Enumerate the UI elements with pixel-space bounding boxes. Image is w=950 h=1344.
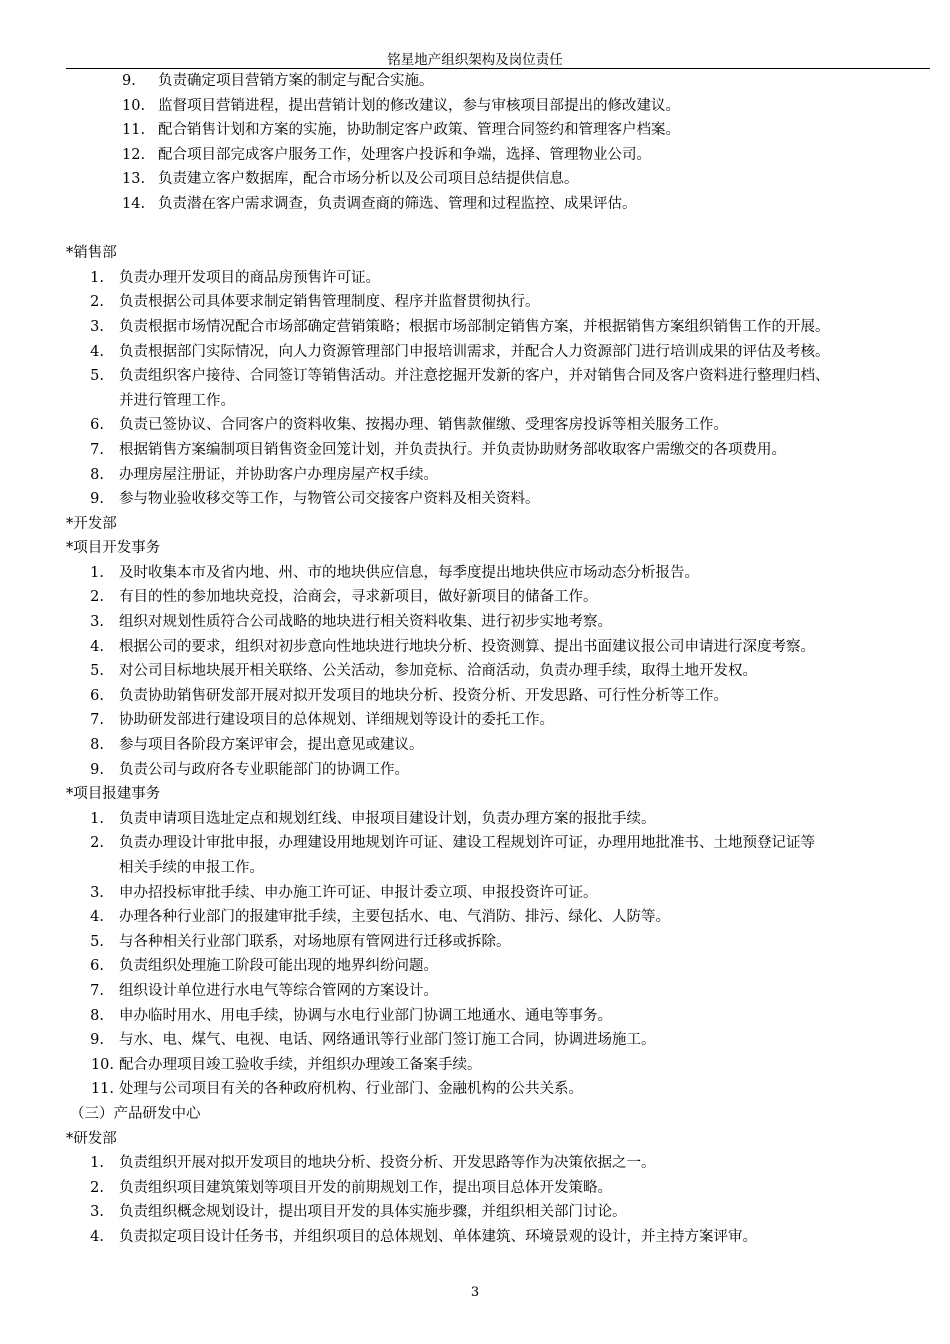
item-text: 负责组织开展对拟开发项目的地块分析、投资分析、开发思路等作为决策依据之一。	[119, 1155, 656, 1172]
project-dev-heading: *项目开发事务	[66, 540, 161, 557]
list-item	[0, 930, 950, 955]
list-item	[0, 290, 950, 315]
list-item	[0, 143, 950, 168]
item-number: 10.	[122, 97, 146, 114]
item-text: 组织设计单位进行水电气等综合管网的方案设计。	[119, 982, 438, 999]
item-number: 12.	[122, 146, 146, 163]
list-item	[0, 118, 950, 143]
item-text: 负责组织客户接待、合同签订等销售活动。并注意挖掘开发新的客户，并对销售合同及客户资料进行整理归档、	[119, 368, 830, 385]
item-text: 办理各种行业部门的报建审批手续，主要包括水、电、气消防、排污、绿化、人防等。	[119, 909, 670, 926]
list-item-continuation	[0, 389, 950, 414]
item-text: 配合销售计划和方案的实施，协助制定客户政策、管理合同签约和管理客户档案。	[158, 122, 680, 139]
item-text: 负责公司与政府各专业职能部门的协调工作。	[119, 761, 409, 778]
item-text: 负责根据部门实际情况，向人力资源管理部门申报培训需求，并配合人力资源部门进行培训成果的评估及考核。	[119, 343, 830, 360]
list-item	[0, 69, 950, 94]
product-center-heading: （三）产品研发中心	[70, 1105, 201, 1122]
item-number: 3.	[90, 318, 104, 335]
item-number: 10.	[90, 1056, 114, 1073]
item-number: 1.	[90, 810, 104, 827]
item-number: 6.	[90, 958, 104, 975]
list-item	[0, 684, 950, 709]
item-number: 5.	[90, 663, 104, 680]
item-number: 5.	[90, 368, 104, 385]
item-number: 3.	[90, 884, 104, 901]
item-text: 负责建立客户数据库，配合市场分析以及公司项目总结提供信息。	[158, 171, 579, 188]
item-number: 11.	[122, 122, 146, 139]
item-text: 负责组织项目建筑策划等项目开发的前期规划工作，提出项目总体开发策略。	[119, 1179, 612, 1196]
list-item	[0, 1200, 950, 1225]
blank-line	[0, 217, 950, 242]
list-item	[0, 340, 950, 365]
list-item	[0, 94, 950, 119]
item-number: 9.	[90, 491, 104, 508]
item-number: 7.	[90, 712, 104, 729]
item-text: 对公司目标地块展开相关联络、公关活动，参加竞标、洽商活动，负责办理手续，取得土地开发权。	[119, 663, 757, 680]
item-number: 3.	[90, 1204, 104, 1221]
list-item	[0, 708, 950, 733]
item-text: 负责根据市场情况配合市场部确定营销策略；根据市场部制定销售方案，并根据销售方案组织销售工作的开展。	[119, 318, 830, 335]
item-text-continuation: 相关手续的申报工作。	[119, 860, 264, 876]
list-item	[0, 438, 950, 463]
marketing-duties-list	[0, 69, 950, 217]
list-item	[0, 413, 950, 438]
item-text: 配合项目部完成客户服务工作，处理客户投诉和争端，选择、管理物业公司。	[158, 146, 651, 163]
list-item	[0, 192, 950, 217]
page-number: 3	[470, 1285, 480, 1300]
item-text: 负责组织概念规划设计，提出项目开发的具体实施步骤，并组织相关部门讨论。	[119, 1204, 627, 1221]
item-text: 办理房屋注册证，并协助客户办理房屋产权手续。	[119, 466, 438, 483]
list-item	[0, 733, 950, 758]
item-text: 负责协助销售研发部开展对拟开发项目的地块分析、投资分析、开发思路、可行性分析等工作。	[119, 687, 728, 704]
page-header: 铭星地产组织架构及岗位责任	[387, 52, 563, 68]
list-item	[0, 1053, 950, 1078]
item-number: 14.	[122, 195, 146, 212]
item-number: 4.	[90, 638, 104, 655]
item-number: 2.	[90, 589, 104, 606]
item-text: 负责组织处理施工阶段可能出现的地界纠纷问题。	[119, 958, 438, 975]
sales-duties-list	[0, 266, 950, 512]
list-item-continuation	[0, 856, 950, 881]
item-text: 与水、电、煤气、电视、电话、网络通讯等行业部门签订施工合同，协调进场施工。	[119, 1032, 656, 1049]
item-text: 监督项目营销进程，提出营销计划的修改建议，参与审核项目部提出的修改建议。	[158, 97, 680, 114]
list-item	[0, 1028, 950, 1053]
list-item	[0, 364, 950, 389]
item-number: 9.	[122, 73, 136, 89]
list-item	[0, 1151, 950, 1176]
item-text: 组织对规划性质符合公司战略的地块进行相关资料收集、进行初步实地考察。	[119, 614, 612, 631]
item-number: 6.	[90, 417, 104, 434]
item-number: 6.	[90, 687, 104, 704]
item-number: 7.	[90, 441, 104, 458]
item-text: 与各种相关行业部门联系，对场地原有管网进行迁移或拆除。	[119, 933, 511, 950]
item-text: 参与物业验收移交等工作，与物管公司交接客户资料及相关资料。	[119, 491, 540, 508]
list-item	[0, 1176, 950, 1201]
item-text: 负责确定项目营销方案的制定与配合实施。	[158, 73, 434, 89]
list-item	[0, 881, 950, 906]
project-dev-duties-list	[0, 561, 950, 782]
item-number: 4.	[90, 909, 104, 926]
list-item	[0, 610, 950, 635]
project-report-heading: *项目报建事务	[66, 786, 161, 803]
list-item	[0, 561, 950, 586]
item-text: 负责已签协议、合同客户的资料收集、按揭办理、销售款催缴、受理客房投诉等相关服务工作。	[119, 417, 728, 434]
list-item	[0, 585, 950, 610]
list-item	[0, 1225, 950, 1250]
list-item	[0, 635, 950, 660]
sales-heading: *销售部	[66, 245, 117, 262]
list-item	[0, 463, 950, 488]
item-text: 负责拟定项目设计任务书，并组织项目的总体规划、单体建筑、环境景观的设计，并主持方案评审。	[119, 1228, 757, 1245]
item-number: 8.	[90, 737, 104, 754]
item-text: 配合办理项目竣工验收手续，并组织办理竣工备案手续。	[119, 1056, 482, 1073]
list-item	[0, 659, 950, 684]
item-text: 申办招投标审批手续、申办施工许可证、申报计委立项、申报投资许可证。	[119, 884, 598, 901]
rnd-heading: *研发部	[66, 1130, 117, 1147]
list-item	[0, 167, 950, 192]
item-number: 1.	[90, 564, 104, 581]
item-text: 负责潜在客户需求调查，负责调查商的筛选、管理和过程监控、成果评估。	[158, 195, 637, 212]
list-item	[0, 979, 950, 1004]
item-text: 根据销售方案编制项目销售资金回笼计划，并负责执行。并负责协助财务部收取客户需缴交的各项费用。	[119, 441, 786, 458]
item-text: 负责根据公司具体要求制定销售管理制度、程序并监督贯彻执行。	[119, 294, 540, 311]
item-number: 13.	[122, 171, 146, 188]
document-body	[0, 69, 950, 1250]
item-text: 负责申请项目选址定点和规划红线、申报项目建设计划，负责办理方案的报批手续。	[119, 810, 656, 827]
item-number: 11.	[90, 1081, 114, 1098]
list-item	[0, 758, 950, 783]
item-number: 8.	[90, 1007, 104, 1024]
item-text-continuation: 并进行管理工作。	[119, 392, 235, 409]
item-text: 负责办理开发项目的商品房预售许可证。	[119, 269, 380, 286]
item-number: 4.	[90, 1228, 104, 1245]
item-number: 7.	[90, 982, 104, 999]
list-item	[0, 1077, 950, 1102]
item-number: 9.	[90, 1032, 104, 1049]
list-item	[0, 954, 950, 979]
item-number: 9.	[90, 761, 104, 778]
item-text: 负责办理设计审批申报，办理建设用地规划许可证、建设工程规划许可证，办理用地批准书、土地预登记证等	[119, 835, 815, 852]
list-item	[0, 807, 950, 832]
list-item	[0, 266, 950, 291]
item-number: 2.	[90, 835, 104, 852]
list-item	[0, 315, 950, 340]
project-report-duties-list	[0, 807, 950, 1102]
item-text: 处理与公司项目有关的各种政府机构、行业部门、金融机构的公共关系。	[119, 1081, 583, 1098]
item-number: 2.	[90, 1179, 104, 1196]
list-item	[0, 487, 950, 512]
rnd-duties-list	[0, 1151, 950, 1249]
item-number: 4.	[90, 343, 104, 360]
item-text: 参与项目各阶段方案评审会，提出意见或建议。	[119, 737, 424, 754]
item-number: 5.	[90, 933, 104, 950]
item-number: 2.	[90, 294, 104, 311]
development-heading: *开发部	[66, 515, 117, 532]
item-number: 1.	[90, 269, 104, 286]
list-item	[0, 1004, 950, 1029]
item-text: 协助研发部进行建设项目的总体规划、详细规划等设计的委托工作。	[119, 712, 554, 729]
item-number: 1.	[90, 1155, 104, 1172]
item-text: 有目的性的参加地块竞投，洽商会，寻求新项目，做好新项目的储备工作。	[119, 589, 598, 606]
item-text: 申办临时用水、用电手续，协调与水电行业部门协调工地通水、通电等事务。	[119, 1007, 612, 1024]
list-item	[0, 905, 950, 930]
item-number: 8.	[90, 466, 104, 483]
list-item	[0, 831, 950, 856]
item-text: 及时收集本市及省内地、州、市的地块供应信息，每季度提出地块供应市场动态分析报告。	[119, 564, 699, 581]
item-text: 根据公司的要求，组织对初步意向性地块进行地块分析、投资测算、提出书面建议报公司申请进行深度考察。	[119, 638, 815, 655]
item-number: 3.	[90, 614, 104, 631]
